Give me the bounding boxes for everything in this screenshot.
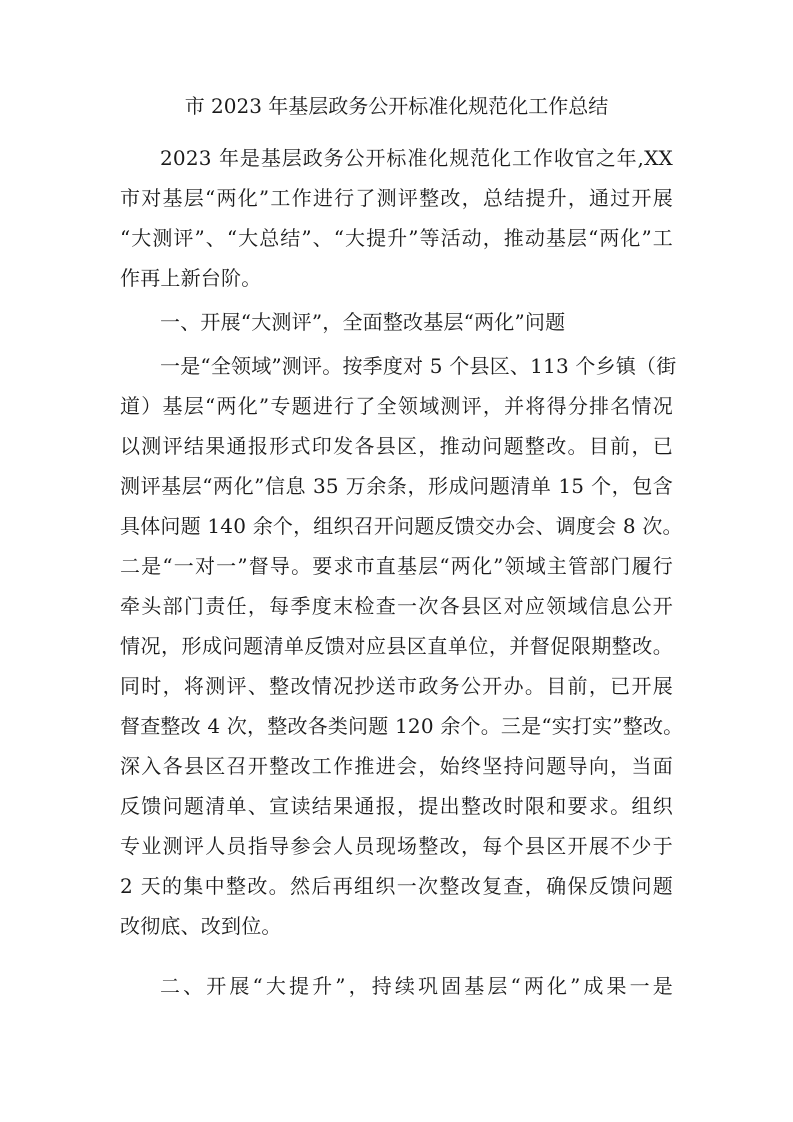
paragraph-line: 专业测评人员指导参会人员现场整改，每个县区开展不少于 xyxy=(120,834,673,858)
document-title: 市 2023 年基层政务公开标准化规范化工作总结 xyxy=(184,94,609,118)
paragraph-line: 深入各县区召开整改工作推进会，始终坚持问题导向，当面 xyxy=(120,754,673,778)
paragraph-line: 测评基层“两化”信息 35 万余条，形成问题清单 15 个，包含 xyxy=(120,474,673,498)
paragraph-line: 作再上新台阶。 xyxy=(120,266,262,290)
paragraph-line: 改彻底、改到位。 xyxy=(120,914,282,938)
section-heading: 一、开展“大测评”，全面整改基层“两化”问题 xyxy=(160,310,566,334)
paragraph-line: 一是“全领域”测评。按季度对 5 个县区、113 个乡镇（街 xyxy=(160,354,677,378)
paragraph-line: 牵头部门责任，每季度末检查一次各县区对应领域信息公开 xyxy=(120,594,673,618)
paragraph-line: 反馈问题清单、宣读结果通报，提出整改时限和要求。组织 xyxy=(120,794,673,818)
paragraph-line: 情况，形成问题清单反馈对应县区直单位，并督促限期整改。 xyxy=(120,634,673,658)
paragraph-line: 市对基层“两化”工作进行了测评整改，总结提升，通过开展 xyxy=(120,186,673,210)
paragraph-line: 同时，将测评、整改情况抄送市政务公开办。目前，已开展 xyxy=(120,674,673,698)
paragraph-line: 道）基层“两化”专题进行了全领域测评，并将得分排名情况 xyxy=(120,394,673,418)
section-heading: 二、开展“大提升”，持续巩固基层“两化”成果一是 xyxy=(160,974,673,998)
paragraph-line: 督查整改 4 次，整改各类问题 120 余个。三是“实打实”整改。 xyxy=(120,714,684,738)
paragraph-line: 二是“一对一”督导。要求市直基层“两化”领域主管部门履行 xyxy=(120,554,673,578)
paragraph-line: 2023 年是基层政务公开标准化规范化工作收官之年,XX xyxy=(160,146,673,170)
paragraph-line: 以测评结果通报形式印发各县区，推动问题整改。目前，已 xyxy=(120,434,673,458)
paragraph-line: 2 天的集中整改。然后再组织一次整改复查，确保反馈问题 xyxy=(120,874,673,898)
paragraph-line: 具体问题 140 余个，组织召开问题反馈交办会、调度会 8 次。 xyxy=(120,514,683,538)
paragraph-line: “大测评”、“大总结”、“大提升”等活动，推动基层“两化”工 xyxy=(120,226,673,250)
